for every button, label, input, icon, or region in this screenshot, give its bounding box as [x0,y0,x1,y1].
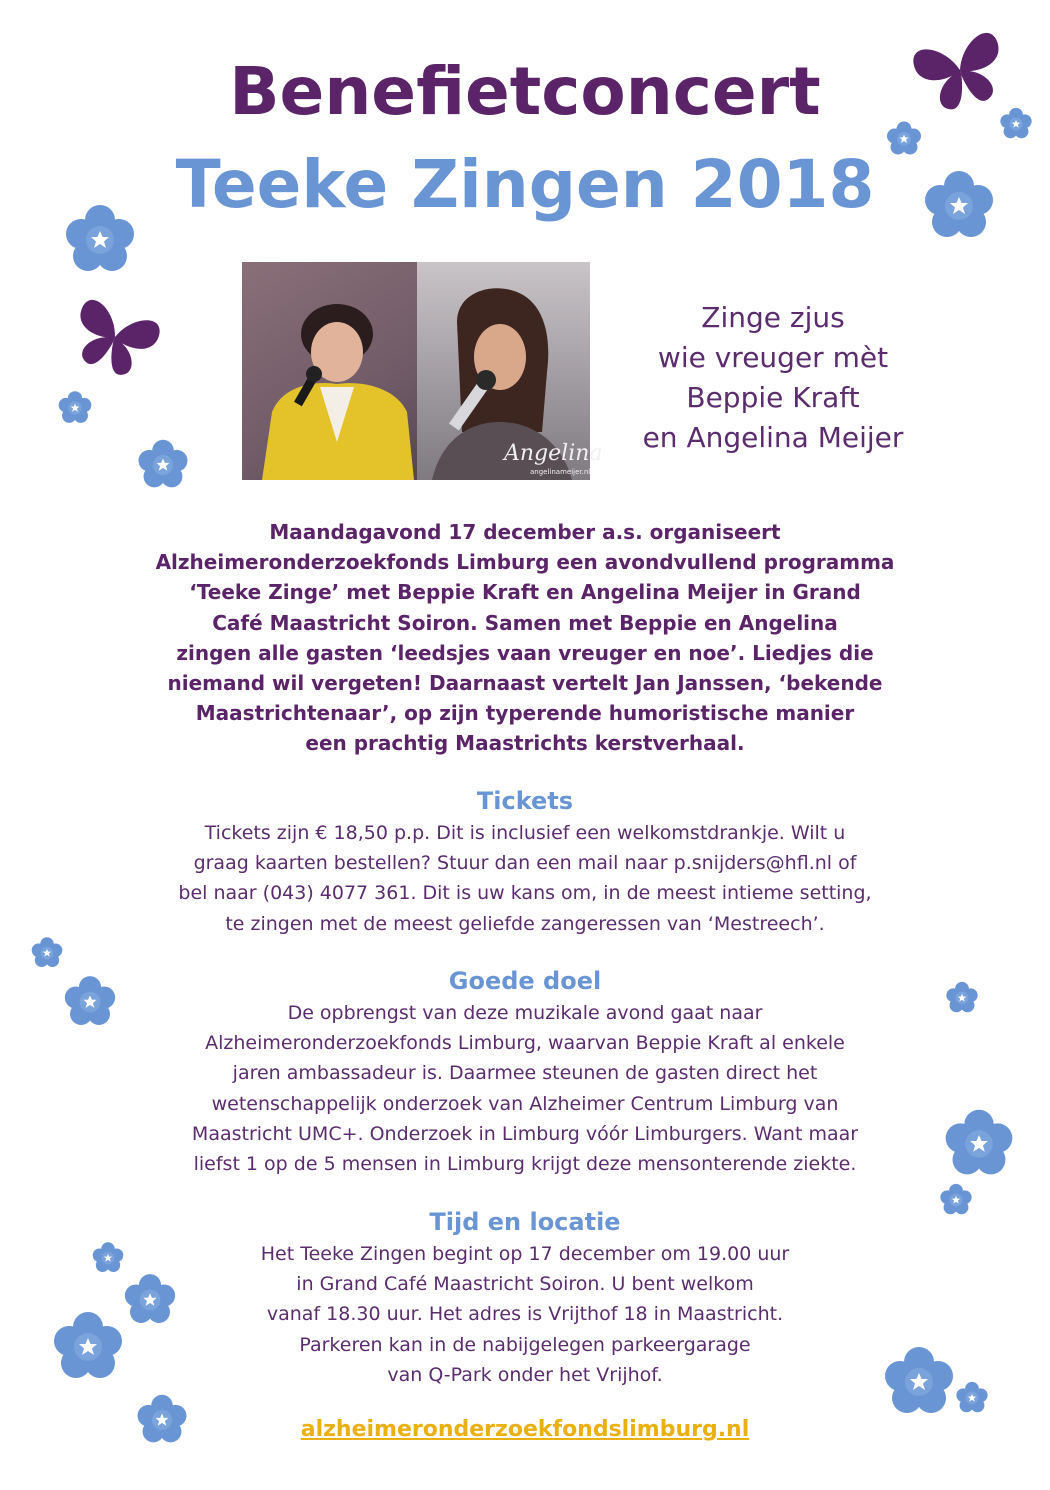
intro-line: niemand wil vergeten! Daarnaast vertelt Jan Janssen, ‘bekende [167,671,883,696]
tijd-locatie-heading: Tijd en locatie [429,1208,621,1236]
tickets-line: graag kaarten bestellen? Stuur dan een mail naar p.snijders@hfl.nl of [193,852,857,875]
singers-photo [242,262,603,480]
intro-line: een prachtig Maastrichts kerstverhaal. [305,731,745,756]
flower-icon [952,1378,992,1418]
tickets-line: bel naar (043) 4077 361. Dit is uw kans om, in de meest intieme setting, [178,882,872,905]
tijd-locatie-body [110,1239,940,1390]
tickets-heading: Tickets [476,787,574,815]
tickets-line: Tickets zijn € 18,50 p.p. Dit is inclusief een welkomstdrankje. Wilt u [204,822,846,844]
goede-doel-line: wetenschappelijk onderzoek van Alzheimer Centrum Limburg van [211,1092,839,1115]
flower-icon [937,1102,1021,1186]
tickets-line: te zingen met de meest geliefde zangeressen van ‘Mestreech’. [225,912,825,935]
tagline [610,298,936,458]
flower-icon [55,388,95,428]
goede-doel-body [110,998,940,1179]
goede-doel-line: liefst 1 op de 5 mensen in Limburg krijgt deze mensonterende ziekte. [193,1153,857,1176]
website-link[interactable]: alzheimeronderzoekfondslimburg.nl [300,1417,750,1442]
tagline-line: Zinge zjus [701,301,845,334]
intro-line: Alzheimeronderzoekfonds Limburg een avondvullend programma [155,550,895,575]
goede-doel-line: Alzheimeronderzoekfonds Limburg, waarvan Beppie Kraft al enkele [205,1032,845,1055]
photo-watermark: Angelina [504,441,603,466]
tijd-locatie-line: Parkeren kan in de nabijgelegen parkeergarage [299,1333,751,1356]
goede-doel-line: Maastricht UMC+. Onderzoek in Limburg vóór Limburgers. Want maar [191,1122,859,1145]
butterfly-icon [70,295,160,385]
goede-doel-heading: Goede doel [448,967,602,995]
tijd-locatie-line: Het Teeke Zingen begint op 17 december om 19.00 uur [260,1243,790,1265]
goede-doel-line: jaren ambassadeur is. Daarmee steunen de gasten direct het [232,1062,818,1085]
goede-doel-line: De opbrengst van deze muzikale avond gaat naar [287,1002,763,1024]
tijd-locatie-line: vanaf 18.30 uur. Het adres is Vrijthof 18 in Maastricht. [266,1303,784,1326]
intro-paragraph [120,517,930,759]
tagline-line: en Angelina Meijer [642,421,904,454]
intro-line: zingen alle gasten ‘leedsjes vaan vreuger en noe’. Liedjes die [176,640,874,665]
page-title: Benefietconcert [229,53,821,130]
tijd-locatie-line: van Q-Park onder het Vrijhof. [387,1363,663,1386]
photo-watermark-url: angelinameijer.nl [530,468,591,476]
intro-line: Café Maastricht Soiron. Samen met Beppie en Angelina [212,610,838,635]
intro-line: Maandagavond 17 december a.s. organiseert [269,520,781,544]
flower-icon [133,435,193,495]
intro-line: Maastrichtenaar’, op zijn typerende humoristische manier [195,701,855,726]
tagline-line: Beppie Kraft [686,381,860,414]
tijd-locatie-line: in Grand Café Maastricht Soiron. U bent welkom [296,1273,754,1296]
tickets-body [110,818,940,939]
tagline-line: wie vreuger mèt [657,341,889,374]
page-subtitle: Teeke Zingen 2018 [175,146,875,223]
intro-line: ‘Teeke Zinge’ met Beppie Kraft en Angelina Meijer in Grand [189,580,861,605]
